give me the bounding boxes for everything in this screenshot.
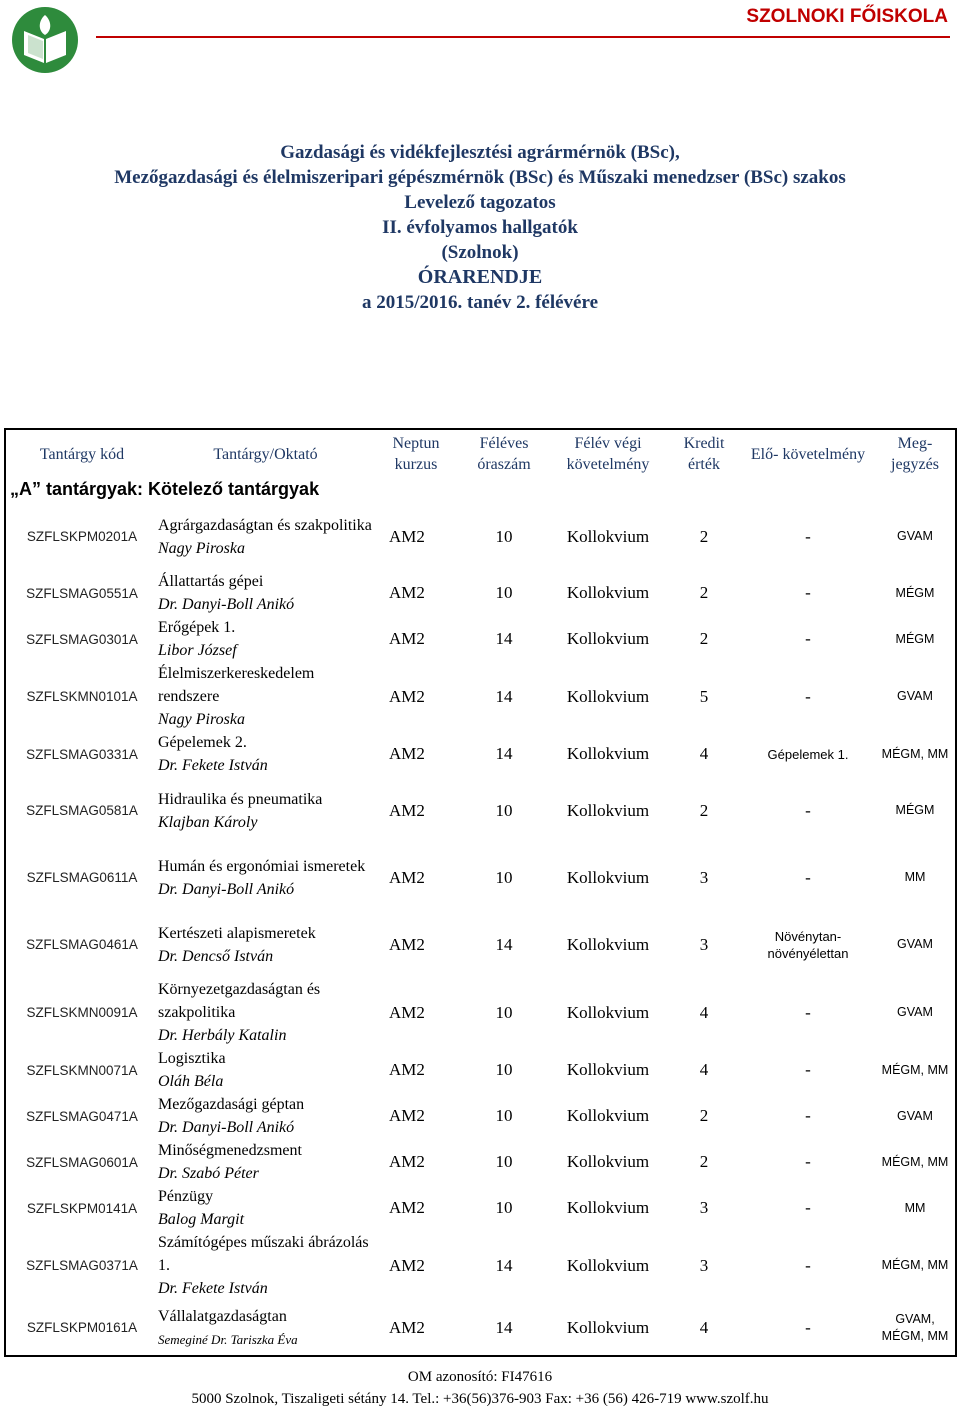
cell-subject (158, 731, 373, 777)
cell-neptun: AM2 (389, 1317, 425, 1337)
cell-subject (158, 844, 373, 911)
table-row (5, 1300, 956, 1356)
cell-subject (158, 1185, 373, 1231)
instructor-name: Dr. Szabó Péter (158, 1165, 259, 1182)
cell-code: SZFLSKPM0161A (26, 1320, 138, 1335)
cell-hours: 14 (495, 934, 513, 954)
cell-requirement: Kollokvium (566, 1002, 650, 1022)
cell-code: SZFLSMAG0471A (26, 1108, 138, 1124)
cell-note: MÉGM, MM (881, 1154, 949, 1169)
cell-code: SZFLSMAG0331A (26, 746, 138, 762)
cell-subject (158, 1300, 373, 1356)
cell-subject (158, 978, 373, 1047)
cell-neptun: AM2 (389, 686, 425, 706)
cell-requirement: Kollokvium (566, 1198, 650, 1217)
cell-subject (158, 1231, 373, 1300)
section-title: „A” tantárgyak: Kötelező tantárgyak (10, 478, 320, 499)
cell-note: MÉGM (895, 803, 935, 817)
cell-requirement: Kollokvium (566, 629, 650, 648)
cell-credit: 3 (699, 1198, 709, 1217)
table-row (5, 978, 956, 1047)
cell-subject (158, 662, 373, 731)
cell-requirement: Kollokvium (566, 934, 650, 954)
header-code: Tantárgy kód (39, 445, 125, 463)
cell-note: GVAM, MÉGM, MM (881, 1311, 949, 1343)
cell-prereq: - (805, 1152, 811, 1171)
cell-credit: 4 (699, 744, 709, 763)
instructor-name: Dr. Danyi-Boll Anikó (158, 880, 295, 898)
cell-note: MM (904, 870, 926, 884)
title-line: Gazdasági és vidékfejlesztési agrármérnök (BSc), (280, 142, 680, 163)
cell-requirement: Kollokvium (566, 1152, 650, 1171)
cell-subject (158, 503, 373, 570)
cell-credit: 2 (699, 526, 709, 546)
cell-subject (158, 911, 373, 978)
title-line: Mezőgazdasági és élelmiszeripari gépészmérnök (BSc) és Műszaki menedzser (BSc) szakos (114, 167, 846, 188)
subject-name: Élelmiszerkereskedelem rendszere (158, 665, 315, 705)
subject-name: Logisztika (158, 1050, 226, 1067)
instructor-name: Dr. Herbály Katalin (158, 1027, 287, 1044)
cell-requirement: Kollokvium (566, 867, 650, 887)
cell-hours: 10 (495, 526, 513, 546)
cell-note: MÉGM, MM (881, 746, 949, 761)
cell-requirement: Kollokvium (566, 1060, 650, 1079)
header-rule (96, 36, 950, 38)
cell-requirement: Kollokvium (566, 800, 650, 820)
table-row (5, 503, 956, 570)
table-header-row (5, 429, 956, 475)
cell-prereq: - (805, 1060, 811, 1079)
cell-requirement: Kollokvium (566, 526, 650, 546)
title-line: Levelező tagozatos (404, 192, 556, 213)
section-row (5, 475, 956, 503)
instructor-name: Dr. Dencső István (158, 947, 274, 965)
cell-credit: 2 (699, 1152, 709, 1171)
cell-subject (158, 777, 373, 844)
cell-note: GVAM (897, 1108, 933, 1123)
title-line: II. évfolyamos hallgatók (382, 217, 578, 238)
table-row (5, 1231, 956, 1300)
school-logo-icon (10, 5, 80, 75)
header-hours: Féléves óraszám (477, 435, 531, 473)
cell-prereq: - (805, 1317, 811, 1337)
subject-name: Kertészeti alapismeretek (158, 924, 316, 942)
subject-name: Pénzügy (158, 1188, 214, 1205)
cell-neptun: AM2 (389, 526, 425, 546)
cell-prereq: Növénytan-növényélettan (767, 928, 849, 961)
table-row (5, 1139, 956, 1185)
cell-note: MÉGM (895, 585, 935, 600)
subject-name: Gépelemek 2. (158, 734, 247, 751)
subject-name: Humán és ergonómiai ismeretek (158, 857, 366, 875)
cell-neptun: AM2 (389, 1106, 425, 1125)
subject-name: Környezetgazdaságtan és szakpolitika (158, 981, 321, 1021)
cell-note: GVAM (897, 1005, 933, 1019)
subject-name: Minőségmenedzsment (158, 1142, 302, 1159)
cell-prereq: - (805, 1106, 811, 1125)
cell-code: SZFLSMAG0581A (26, 803, 138, 818)
cell-neptun: AM2 (389, 1152, 425, 1171)
cell-hours: 10 (495, 1152, 513, 1171)
cell-hours: 10 (495, 1002, 513, 1022)
footer-address: 5000 Szolnok, Tiszaligeti sétány 14. Tel.: +36(56)376-903 Fax: +36 (56) 426-719 www.szolf.hu (191, 1391, 769, 1407)
cell-neptun: AM2 (389, 1198, 425, 1217)
cell-code: SZFLSMAG0461A (26, 937, 138, 952)
cell-code: SZFLSKPM0201A (26, 529, 138, 544)
cell-subject (158, 616, 373, 662)
cell-code: SZFLSMAG0371A (26, 1258, 138, 1273)
cell-subject (158, 1139, 373, 1185)
footer (0, 1366, 960, 1410)
title-line: a 2015/2016. tanév 2. félévére (361, 292, 599, 313)
cell-credit: 4 (699, 1060, 709, 1079)
cell-code: SZFLSMAG0301A (26, 631, 138, 647)
cell-neptun: AM2 (389, 800, 425, 820)
table-row (5, 731, 956, 777)
cell-prereq: - (805, 1198, 811, 1217)
cell-note: GVAM (897, 529, 933, 543)
cell-credit: 4 (699, 1317, 709, 1337)
cell-note: MÉGM, MM (881, 1062, 949, 1077)
cell-hours: 10 (495, 583, 513, 602)
cell-credit: 3 (699, 867, 709, 887)
table-row (5, 777, 956, 844)
header-prereq: Elő- követelmény (750, 445, 866, 463)
instructor-name: Dr. Danyi-Boll Anikó (158, 596, 295, 613)
table-row (5, 1047, 956, 1093)
cell-requirement: Kollokvium (566, 1255, 650, 1275)
table-row (5, 844, 956, 911)
cell-hours: 10 (495, 1060, 513, 1079)
cell-code: SZFLSKMN0101A (26, 689, 138, 704)
table-row (5, 570, 956, 616)
cell-hours: 14 (495, 629, 513, 648)
cell-requirement: Kollokvium (566, 686, 650, 706)
cell-credit: 2 (699, 1106, 709, 1125)
timetable (4, 428, 957, 1357)
cell-neptun: AM2 (389, 1002, 425, 1022)
document-title (0, 140, 960, 315)
title-line: (Szolnok) (441, 242, 519, 263)
instructor-name: Oláh Béla (158, 1073, 224, 1090)
instructor-name: Balog Margit (158, 1211, 245, 1228)
subject-name: Állattartás gépei (158, 573, 264, 590)
header-subject: Tantárgy/Oktató (213, 445, 318, 463)
cell-note: MÉGM (895, 631, 935, 646)
subject-name: Hidraulika és pneumatika (158, 790, 323, 808)
cell-credit: 2 (699, 583, 709, 602)
cell-prereq: - (805, 1002, 811, 1022)
cell-prereq: - (805, 867, 811, 887)
header-note: Meg- jegyzés (891, 435, 939, 473)
footer-om-id: OM azonosító: FI47616 (407, 1369, 553, 1385)
cell-credit: 3 (699, 1255, 709, 1275)
cell-code: SZFLSKMN0091A (26, 1005, 138, 1020)
cell-neptun: AM2 (389, 583, 425, 602)
cell-credit: 2 (699, 800, 709, 820)
instructor-name: Klajban Károly (158, 813, 258, 831)
cell-neptun: AM2 (389, 1060, 425, 1079)
cell-neptun: AM2 (389, 867, 425, 887)
cell-neptun: AM2 (389, 1255, 425, 1275)
cell-code: SZFLSKPM0141A (26, 1200, 138, 1216)
cell-prereq: Gépelemek 1. (767, 746, 849, 762)
title-line: ÓRARENDJE (417, 266, 543, 288)
header-neptun: Neptun kurzus (392, 435, 440, 473)
cell-prereq: - (805, 583, 811, 602)
cell-prereq: - (805, 629, 811, 648)
cell-credit: 3 (699, 934, 709, 954)
header-credit: Kredit érték (683, 435, 725, 473)
cell-code: SZFLSMAG0551A (26, 585, 138, 601)
instructor-name: Nagy Piroska (158, 711, 245, 728)
cell-prereq: - (805, 1255, 811, 1275)
cell-note: GVAM (897, 689, 933, 703)
cell-prereq: - (805, 686, 811, 706)
table-row (5, 1185, 956, 1231)
cell-hours: 14 (495, 1255, 513, 1275)
cell-neptun: AM2 (389, 744, 425, 763)
instructor-name: Nagy Piroska (158, 539, 245, 557)
subject-name: Erőgépek 1. (158, 619, 236, 636)
cell-code: SZFLSKMN0071A (26, 1062, 138, 1078)
cell-requirement: Kollokvium (566, 1106, 650, 1125)
cell-prereq: - (805, 800, 811, 820)
instructor-name: Dr. Fekete István (158, 757, 268, 774)
cell-code: SZFLSMAG0611A (26, 870, 138, 885)
instructor-name: Semeginé Dr. Tariszka Éva (158, 1331, 298, 1347)
instructor-name: Libor József (158, 642, 237, 659)
cell-hours: 10 (495, 867, 513, 887)
cell-hours: 14 (495, 744, 513, 763)
cell-hours: 10 (495, 1106, 513, 1125)
cell-note: MÉGM, MM (881, 1258, 949, 1272)
table-row (5, 911, 956, 978)
cell-hours: 14 (495, 686, 513, 706)
cell-neptun: AM2 (389, 934, 425, 954)
cell-code: SZFLSMAG0601A (26, 1154, 138, 1170)
cell-subject (158, 1047, 373, 1093)
subject-name: Agrárgazdaságtan és szakpolitika (158, 516, 372, 534)
cell-hours: 10 (495, 800, 513, 820)
cell-credit: 2 (699, 629, 709, 648)
cell-neptun: AM2 (389, 629, 425, 648)
cell-prereq: - (805, 526, 811, 546)
cell-subject (158, 1093, 373, 1139)
cell-hours: 14 (495, 1317, 513, 1337)
cell-credit: 4 (699, 1002, 709, 1022)
table-row (5, 616, 956, 662)
cell-note: MM (904, 1200, 926, 1215)
subject-name: Mezőgazdasági géptan (158, 1096, 305, 1113)
cell-note: GVAM (897, 937, 933, 951)
header-requirement: Félév végi követelmény (566, 435, 650, 473)
cell-hours: 10 (495, 1198, 513, 1217)
subject-name: Számítógépes műszaki ábrázolás 1. (158, 1234, 369, 1274)
cell-requirement: Kollokvium (566, 744, 650, 763)
instructor-name: Dr. Fekete István (158, 1280, 268, 1297)
cell-credit: 5 (699, 686, 709, 706)
table-row (5, 662, 956, 731)
cell-subject (158, 570, 373, 616)
subject-name: Vállalatgazdaságtan (158, 1307, 287, 1325)
cell-requirement: Kollokvium (566, 1317, 650, 1337)
instructor-name: Dr. Danyi-Boll Anikó (158, 1119, 295, 1136)
school-name: SZOLNOKI FŐISKOLA (746, 6, 948, 27)
cell-requirement: Kollokvium (566, 583, 650, 602)
table-row (5, 1093, 956, 1139)
